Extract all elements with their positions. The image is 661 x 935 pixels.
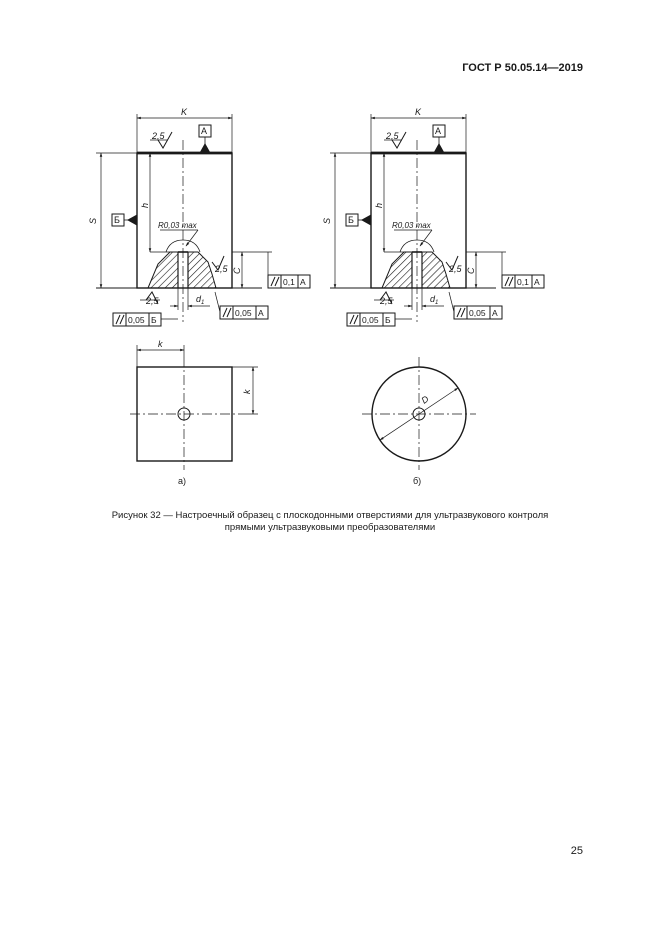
dim-h-label-right: h	[374, 202, 384, 208]
dim-s-label-left: S	[88, 217, 98, 224]
datum-b-label-left: Б	[114, 215, 120, 225]
tol-parallel-ref-right: А	[534, 277, 540, 287]
caption-line-2: прямыми ультразвуковыми преобразователями	[224, 522, 436, 533]
standard-code-header: ГОСТ Р 50.05.14—2019	[462, 62, 583, 74]
tol-bottom-b-value-right: 0,05	[362, 315, 379, 325]
plan-view-square	[130, 345, 258, 470]
radius-note-left: R0,03 max	[158, 221, 197, 230]
tol-bottom-a-value-left: 0,05	[235, 308, 252, 318]
figure-label-b: б)	[413, 476, 422, 486]
tol-bottom-a-value-right: 0,05	[469, 308, 486, 318]
tol-parallel-value-left: 0,1	[283, 277, 295, 287]
roughness-top-left: 2,5	[152, 131, 165, 141]
datum-b-label-right: Б	[348, 215, 354, 225]
page-number: 25	[570, 845, 583, 857]
roughness-top-right: 2,5	[386, 131, 399, 141]
roughness-side-left: 2,5	[215, 264, 228, 274]
section-view-left	[96, 114, 310, 326]
dim-h-label-left: h	[140, 202, 150, 208]
dim-k-label-square-right: k	[242, 389, 252, 394]
tol-bottom-a-ref-left: А	[258, 308, 264, 318]
right-view-labels	[322, 107, 540, 325]
roughness-bottom-left: 2,5	[146, 296, 159, 306]
datum-a-label-right: А	[435, 126, 442, 136]
roughness-bottom-right: 2,5	[380, 296, 393, 306]
dim-d-label-circle: D	[419, 393, 431, 406]
figure-label-a: а)	[178, 476, 187, 486]
left-view-labels	[88, 107, 306, 325]
dim-d-label-left: $d_1$	[196, 294, 205, 306]
figure-caption	[60, 510, 600, 534]
plan-view-circle	[362, 357, 476, 470]
roughness-side-right: 2,5	[449, 264, 462, 274]
dim-k-label-square-top: k	[158, 339, 163, 349]
dim-k-label-right: K	[415, 107, 422, 117]
datum-a-label-left: А	[201, 126, 208, 136]
dim-c-label-left: C	[232, 267, 242, 274]
caption-line-1: Рисунок 32 — Настроечный образец с плоскодонными отверстиями для ультразвукового контроля	[111, 510, 549, 521]
dim-d-label-right: $d_1$	[430, 294, 439, 306]
tol-bottom-b-ref-right: Б	[385, 315, 391, 325]
tol-parallel-value-right: 0,1	[517, 277, 529, 287]
tol-bottom-a-ref-right: А	[492, 308, 498, 318]
dim-c-label-right: C	[466, 267, 476, 274]
section-view-right	[330, 114, 544, 326]
radius-note-right: R0,03 max	[392, 221, 431, 230]
tol-bottom-b-value-left: 0,05	[128, 315, 145, 325]
tol-parallel-ref-left: А	[300, 277, 306, 287]
tol-bottom-b-ref-left: Б	[151, 315, 157, 325]
dim-k-label-left: K	[181, 107, 188, 117]
dim-s-label-right: S	[322, 217, 332, 224]
